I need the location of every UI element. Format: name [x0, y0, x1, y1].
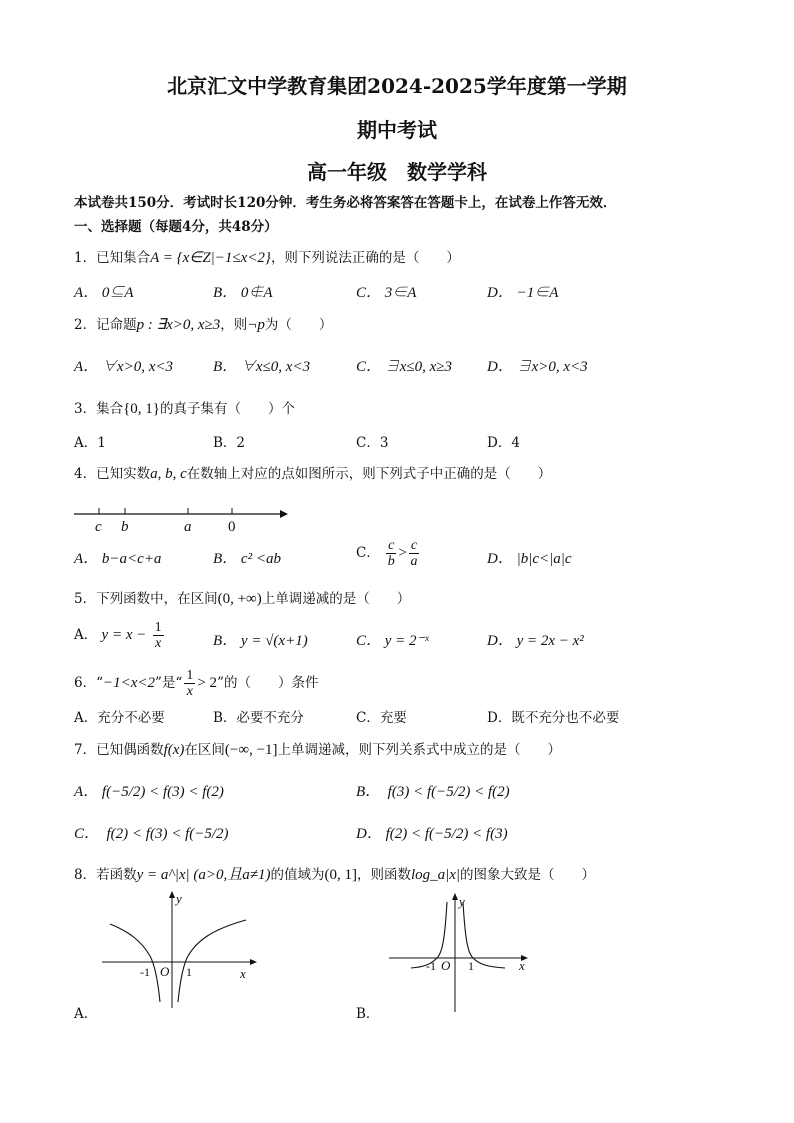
- graph-a-left-curve: [110, 924, 160, 1002]
- q8-option-b: B．: [356, 1006, 380, 1022]
- q1-set: A = {x∈Z|−1≤x<2}: [150, 250, 271, 266]
- q3-option-d: D．4: [487, 435, 520, 451]
- q6-prefix: 6．“: [74, 675, 103, 691]
- graph-a-neg1-label: -1: [140, 965, 150, 979]
- q4-suffix: 在数轴上对应的点如图所示，则下列式子中正确的是（ ）: [186, 466, 552, 482]
- graph-b-x-label: x: [519, 958, 525, 973]
- label-c: c: [95, 519, 102, 535]
- q3-option-b: B．2: [213, 435, 246, 451]
- graph-a-y-label: y: [176, 891, 182, 906]
- q2-prefix: 2．记命题: [74, 317, 137, 333]
- q1-option-d: D． −1∈A: [487, 285, 559, 301]
- q4-option-a: A． b−a<c+a: [74, 551, 162, 567]
- q2-negation: ¬p: [247, 317, 265, 333]
- graph-b-y-label: y: [459, 894, 465, 909]
- q2-option-a: A． ∀x>0, x<3: [74, 359, 173, 375]
- q4-c-label: C．: [356, 545, 380, 561]
- q5-suffix: 上单调递减的是（ ）: [261, 591, 411, 607]
- q4-option-d: D． |b|c<|a|c: [487, 551, 572, 567]
- q3-set: {0, 1}: [123, 401, 160, 417]
- exam-notice: 本试卷共150分．考试时长120分钟．考生务必将答案答在答题卡上，在试卷上作答无效．: [74, 195, 617, 211]
- q7-option-a: A． f(−5/2) < f(3) < f(2): [74, 784, 224, 800]
- q6-option-a: A．充分不必要: [74, 710, 165, 726]
- q5-a-frac: [153, 620, 164, 651]
- q4-option-c: [356, 538, 421, 569]
- q8-suffix: 的图象大致是（ ）: [460, 867, 596, 883]
- graph-b-neg1-label: -1: [426, 959, 436, 973]
- q2-mid: ，则: [220, 317, 248, 333]
- q7-option-c: C． f(2) < f(3) < f(−5/2): [74, 826, 229, 842]
- title-line-2: 期中考试: [357, 118, 437, 142]
- q7-option-b: B． f(3) < f(−5/2) < f(2): [356, 784, 510, 800]
- question-8: [74, 863, 595, 884]
- q2-proposition: p : ∃x>0, x≥3: [136, 317, 221, 333]
- graph-a-origin-label: O: [160, 964, 170, 979]
- q4-c-frac-2: [409, 538, 419, 569]
- q6-option-c: C．充要: [356, 710, 407, 726]
- q4-prefix: 4．已知实数: [74, 466, 151, 482]
- q7-interval: (−∞, −1]: [224, 742, 278, 758]
- q5-a-label: A．: [74, 627, 98, 643]
- q4-c-frac1-num: c: [388, 538, 395, 553]
- q7-func: f(x): [163, 742, 185, 758]
- q7-suffix: 上单调递减，则下列关系式中成立的是（ ）: [277, 742, 562, 758]
- question-5: [74, 587, 410, 608]
- graph-b-y-arrow: [452, 893, 458, 900]
- q2-option-c: C． ∃x≤0, x≥3: [356, 359, 453, 375]
- number-line-arrow: [280, 510, 288, 518]
- q8-prefix: 8．若函数: [74, 867, 137, 883]
- q6-suffix: ”的（ ）条件: [217, 675, 319, 691]
- q5-option-d: D． y = 2x − x²: [487, 633, 584, 649]
- q6-cond2-tail: > 2: [197, 675, 218, 691]
- q4-option-b: B． c² <ab: [213, 551, 281, 567]
- q6-option-b: B．必要不充分: [213, 710, 304, 726]
- label-a: a: [184, 519, 192, 535]
- graph-a: [100, 890, 260, 1010]
- q6-frac: [184, 668, 195, 699]
- q3-suffix: 的真子集有（ ）个: [160, 401, 295, 417]
- title-line-1: 北京汇文中学教育集团2024-2025学年度第一学期: [167, 74, 627, 98]
- q6-option-d: D．既不充分也不必要: [487, 710, 620, 726]
- q4-c-frac-1: [386, 538, 396, 569]
- section-heading: 一、选择题（每题4分，共48分）: [74, 219, 278, 235]
- q1-option-a: A． 0⊆A: [74, 285, 134, 301]
- q1-option-b: B． 0∉A: [213, 285, 273, 301]
- q7-option-d: D． f(2) < f(−5/2) < f(3): [356, 826, 508, 842]
- q3-prefix: 3．集合: [74, 401, 124, 417]
- q4-c-frac2-num: c: [410, 538, 418, 553]
- question-2: [74, 313, 332, 334]
- q7-prefix: 7．已知偶函数: [74, 742, 164, 758]
- q2-suffix: 为（ ）: [264, 317, 333, 333]
- title-line-3: 高一年级 数学学科: [307, 160, 487, 184]
- q1-suffix: ，则下列说法正确的是（ ）: [270, 250, 460, 266]
- question-4: [74, 462, 551, 483]
- q5-option-c: C． y = 2⁻ˣ: [356, 633, 429, 649]
- graph-a-one-label: 1: [186, 965, 192, 979]
- question-6: [74, 668, 318, 699]
- graph-a-x-label: x: [240, 966, 246, 981]
- q2-option-d: D． ∃x>0, x<3: [487, 359, 588, 375]
- q2-option-b: B． ∀x≤0, x<3: [213, 359, 311, 375]
- q5-prefix: 5．下列函数中，在区间: [74, 591, 218, 607]
- q6-cond1: −1<x<2: [103, 675, 156, 691]
- q8-option-a: A．: [74, 1006, 98, 1022]
- q7-mid: 在区间: [184, 742, 225, 758]
- question-1: [74, 246, 460, 267]
- q1-prefix: 1．已知集合: [74, 250, 151, 266]
- q8-mid: 的值域为: [270, 867, 325, 883]
- q4-c-frac1-den: b: [387, 554, 395, 569]
- label-zero: 0: [228, 519, 236, 535]
- graph-a-x-arrow: [250, 959, 257, 965]
- q4-c-op: >: [398, 545, 407, 561]
- q3-option-c: C．3: [356, 435, 389, 451]
- q4-c-frac2-den: a: [410, 554, 418, 569]
- q8-mid2: ，则函数: [356, 867, 411, 883]
- q5-option-a: [74, 620, 166, 651]
- q1-option-c: C． 3∈A: [356, 285, 417, 301]
- q5-interval: (0, +∞): [217, 591, 262, 607]
- q6-frac-num: 1: [186, 668, 194, 683]
- graph-b-origin-label: O: [441, 958, 451, 973]
- question-3: [74, 397, 295, 418]
- number-line-figure: [70, 503, 295, 535]
- q8-func: y = a^|x| (a>0,且a≠1): [136, 867, 271, 883]
- q5-option-b: B． y = √(x+1): [213, 633, 308, 649]
- graph-b-one-label: 1: [468, 959, 474, 973]
- graph-a-y-arrow: [169, 891, 175, 898]
- graph-b: [385, 890, 535, 1015]
- q5-a-frac-den: x: [155, 636, 162, 651]
- q5-a-frac-num: 1: [154, 620, 162, 635]
- question-7: [74, 738, 561, 759]
- q5-a-expr: y = x −: [101, 627, 147, 643]
- graph-a-right-curve: [178, 920, 246, 1002]
- label-b: b: [121, 519, 129, 535]
- q6-frac-den: x: [186, 684, 193, 699]
- q8-range: (0, 1]: [324, 867, 357, 883]
- q3-option-a: A．1: [74, 435, 106, 451]
- q6-mid: ”是“: [155, 675, 183, 691]
- q4-vars: a, b, c: [150, 466, 187, 482]
- q8-log-func: log_a|x|: [410, 867, 461, 883]
